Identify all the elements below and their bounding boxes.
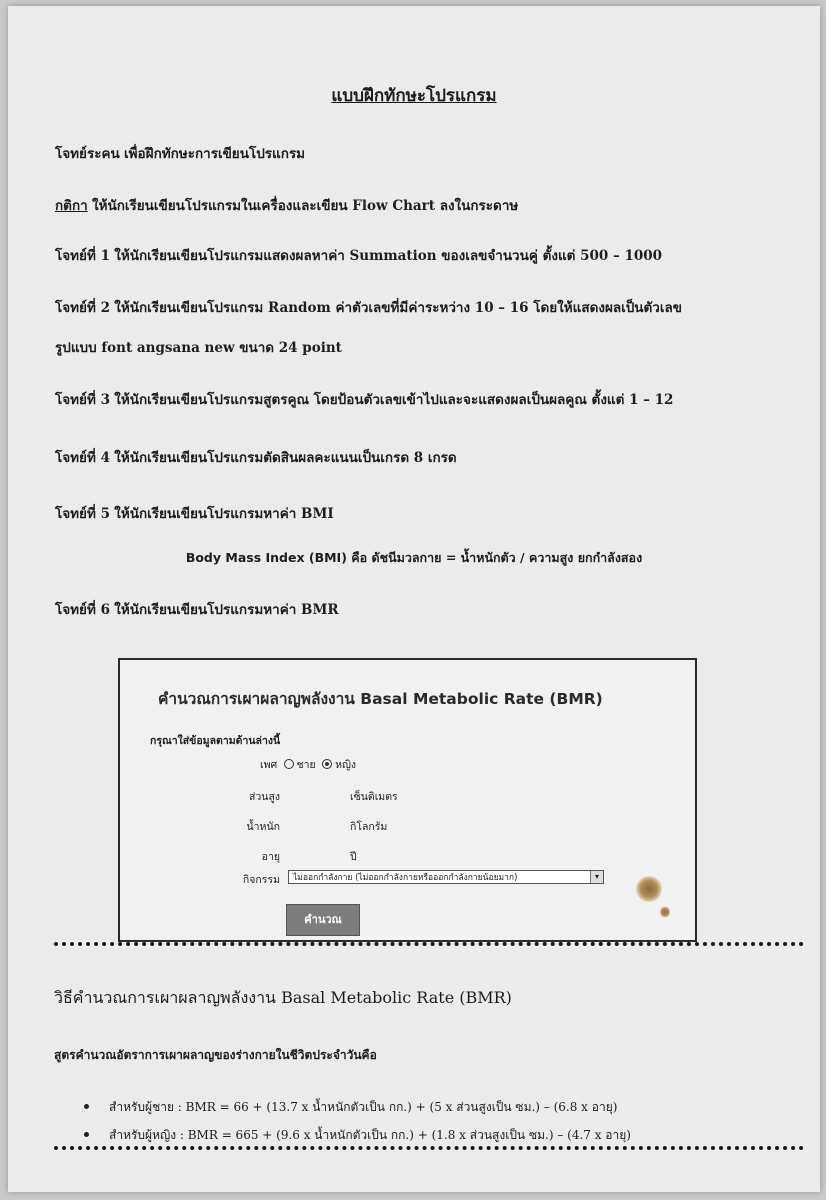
weight-label: น้ำหนัก [246,821,280,833]
height-unit: เซ็นติเมตร [350,791,398,803]
sex-row [260,756,356,773]
page-title: แบบฝึกทักษะโปรแกรม [331,86,497,106]
bullet-icon [84,1132,89,1137]
problem-label: โจทย์ที่ 1 [55,248,110,264]
sex-label: เพศ [260,759,278,771]
bmr-form-title: คำนวณการเผาผลาญพลังงาน Basal Metabolic Rate (BMR) [158,690,603,708]
problem-label: โจทย์ที่ 6 [55,602,110,618]
problem-text: ให้นักเรียนเขียนโปรแกรมตัดสินผลคะแนนเป็นเกรด 8 เกรด [114,450,457,466]
formula-text: สำหรับผู้ชาย : BMR = 66 + (13.7 x น้ำหนักตัวเป็น กก.) + (5 x ส่วนสูงเป็น ซม.) – (6.8 x อายุ) [109,1100,618,1114]
rules-text: ให้นักเรียนเขียนโปรแกรมในเครื่องและเขียน Flow Chart ลงในกระดาษ [92,198,519,214]
problem-1 [55,244,662,266]
female-radio[interactable] [322,759,332,769]
coffee-stain [636,876,662,902]
weight-unit: กิโลกรัม [350,821,388,833]
problem-text: ให้นักเรียนเขียนโปรแกรมแสดงผลหาค่า Summation ของเลขจำนวนคู่ ตั้งแต่ 500 – 1000 [114,248,663,264]
problem-2-continued [55,336,342,358]
problem-label: โจทย์ที่ 4 [55,450,110,466]
age-unit: ปี [350,851,357,863]
rules-label: กติกา [55,198,88,214]
chevron-down-icon[interactable]: ▾ [590,871,603,883]
dotted-divider [54,1146,804,1150]
activity-label: กิจกรรม [242,874,280,886]
age-label: อายุ [261,851,280,863]
activity-select[interactable] [288,870,604,884]
problem-text: ให้นักเรียนเขียนโปรแกรมหาค่า BMI [114,506,334,522]
male-label: ชาย [296,759,316,771]
male-formula [84,1098,617,1117]
problem-text: ให้นักเรียนเขียนโปรแกรมสูตรคูณ โดยป้อนตัวเลขเข้าไปและจะแสดงผลเป็นผลคูณ ตั้งแต่ 1 – 12 [114,392,674,408]
problem-6 [55,598,339,620]
bmi-formula: Body Mass Index (BMI) คือ ดัชนีมวลกาย = น้ำหนักตัว / ความสูง ยกกำลังสอง [185,550,643,565]
problem-text: ให้นักเรียนเขียนโปรแกรม Random ค่าตัวเลขที่มีค่าระหว่าง 10 – 16 โดยให้แสดงผลเป็นตัวเลข [114,300,682,316]
rules-line [55,194,518,216]
worksheet-page [8,6,820,1192]
method-heading: วิธีคำนวณการเผาผลาญพลังงาน Basal Metabolic Rate (BMR) [54,988,512,1007]
bmr-form-prompt: กรุณาใส่ข้อมูลตามด้านล่างนี้ [150,735,281,747]
formula-text: สำหรับผู้หญิง : BMR = 665 + (9.6 x น้ำหนักตัวเป็น กก.) + (1.8 x ส่วนสูงเป็น ซม.) – (4.7 x อายุ) [109,1128,631,1142]
problem-label: โจทย์ที่ 5 [55,506,110,522]
bmr-calculator-form [118,658,697,942]
problem-4 [55,446,457,468]
intro-label: โจทย์ระคน [55,146,120,162]
male-radio[interactable] [284,759,294,769]
intro-line [55,142,305,164]
bullet-icon [84,1104,89,1109]
problem-label: โจทย์ที่ 3 [55,392,110,408]
intro-text: เพื่อฝึกทักษะการเขียนโปรแกรม [124,146,306,162]
female-formula [84,1126,631,1145]
dotted-divider [54,942,804,946]
female-label: หญิง [335,759,357,771]
problem-text: ให้นักเรียนเขียนโปรแกรมหาค่า BMR [114,602,339,618]
problem-5 [55,502,334,524]
method-subheading: สูตรคำนวณอัตราการเผาผลาญของร่างกายในชีวิตประจำวันคือ [54,1048,377,1062]
problem-3 [55,388,673,410]
problem-text: รูปแบบ font angsana new ขนาด 24 point [55,340,342,356]
activity-value: ไม่ออกกำลังกาย (ไม่ออกกำลังกายหรือออกกำลังกายน้อยมาก) [293,873,518,883]
problem-label: โจทย์ที่ 2 [55,300,110,316]
calculate-button[interactable]: คำนวณ [286,904,360,936]
height-label: ส่วนสูง [248,791,280,803]
problem-2 [55,296,682,318]
coffee-stain [660,906,670,918]
